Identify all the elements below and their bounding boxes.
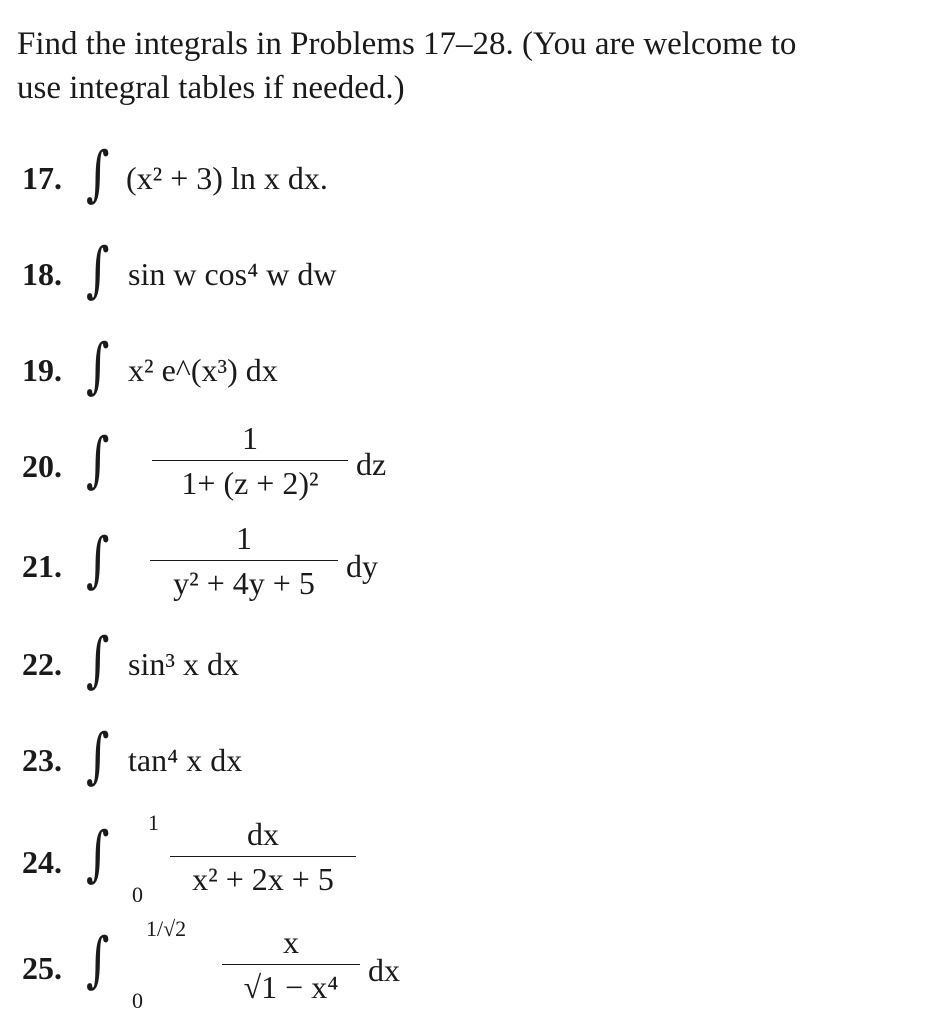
integrand: tan⁴ x dx	[128, 742, 243, 778]
upper-limit: 1/√2	[146, 916, 187, 941]
problem-number: 21.	[22, 548, 62, 584]
integrand: sin w cos⁴ w dw	[128, 256, 337, 292]
problem-18	[22, 230, 902, 326]
problem-number: 24.	[22, 844, 62, 880]
fraction-bar	[170, 856, 356, 857]
problem-number: 17.	[22, 160, 62, 196]
problem-number: 18.	[22, 256, 62, 292]
fraction-bar	[150, 560, 338, 561]
integrand: x² e^(x³) dx	[128, 352, 278, 388]
problem-number: 25.	[22, 950, 62, 986]
problem-21	[22, 518, 902, 614]
integral-sign: ∫	[86, 625, 110, 695]
problem-22	[22, 620, 902, 716]
fraction	[222, 922, 360, 1007]
denominator: y² + 4y + 5	[173, 565, 315, 601]
differential: dy	[346, 548, 378, 584]
fraction	[150, 518, 338, 603]
fraction	[152, 418, 348, 503]
integral-sign: ∫	[86, 721, 110, 791]
problem-25	[22, 914, 902, 1013]
integral-sign: ∫	[86, 331, 110, 401]
lower-limit: 0	[132, 882, 143, 907]
denominator: x² + 2x + 5	[192, 861, 334, 897]
problem-number: 20.	[22, 448, 62, 484]
problem-number: 19.	[22, 352, 62, 388]
integrand: sin³ x dx	[128, 646, 239, 682]
differential: dx	[368, 952, 400, 988]
integral-sign: ∫	[86, 139, 110, 209]
numerator: x	[283, 924, 299, 960]
denominator: 1+ (z + 2)²	[181, 465, 319, 501]
numerator: 1	[236, 520, 252, 556]
problem-20	[22, 418, 902, 514]
problem-24	[22, 810, 902, 906]
instructions-line-1: Find the integrals in Problems 17–28. (You are welcome to	[17, 26, 797, 62]
instructions	[17, 22, 917, 110]
fraction-bar	[222, 964, 360, 965]
denominator: √1 − x⁴	[243, 969, 339, 1005]
numerator: 1	[242, 420, 258, 456]
integral-sign: ∫	[86, 925, 110, 995]
fraction-bar	[152, 460, 348, 461]
integral-sign: ∫	[86, 525, 110, 595]
problem-number: 23.	[22, 742, 62, 778]
differential: dz	[356, 446, 387, 482]
problem-19	[22, 326, 902, 422]
integrand: (x² + 3) ln x dx.	[126, 160, 328, 196]
integral-sign: ∫	[86, 235, 110, 305]
problem-number: 22.	[22, 646, 62, 682]
problem-17	[22, 134, 902, 230]
upper-limit: 1	[148, 810, 159, 835]
integral-sign: ∫	[86, 819, 110, 889]
integral-sign: ∫	[86, 425, 110, 495]
instructions-line-2: use integral tables if needed.)	[17, 70, 405, 106]
numerator: dx	[247, 816, 279, 852]
fraction	[170, 814, 356, 899]
lower-limit: 0	[132, 988, 143, 1013]
problem-23	[22, 716, 902, 812]
